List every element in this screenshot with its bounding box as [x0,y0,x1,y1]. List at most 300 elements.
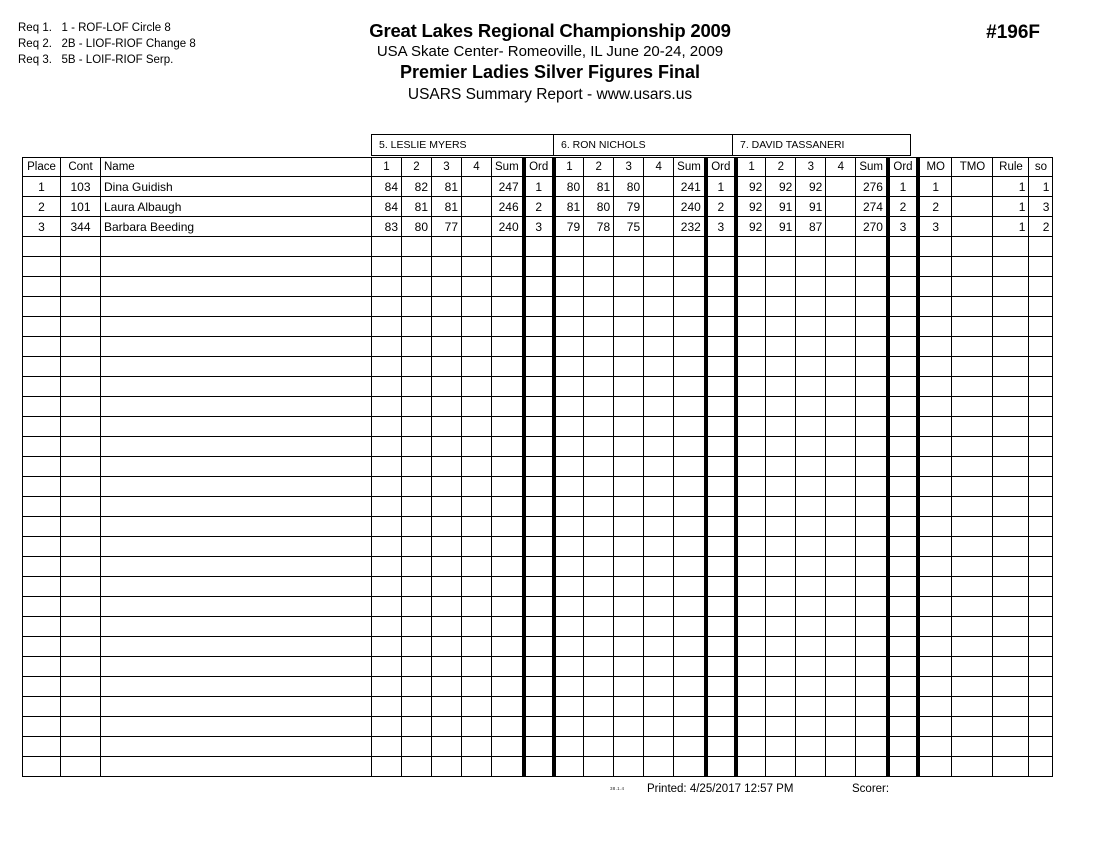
cell-name [101,317,372,337]
cell-name [101,657,372,677]
table-row-empty [23,557,1053,577]
requirement-text: 1 - ROF-LOF Circle 8 [61,22,171,34]
cell-j3-sum [856,617,888,637]
cell-j1-sum [492,237,524,257]
cell-j3-fig3 [796,397,826,417]
cell-j1-sum [492,717,524,737]
cell-j3-sum [856,717,888,737]
cell-j2-fig4 [644,377,674,397]
cell-j1-sum [492,677,524,697]
cell-j3-fig1 [736,397,766,417]
cell-j1-fig1 [372,737,402,757]
cell-j3-fig3 [796,637,826,657]
table-row-empty [23,737,1053,757]
cell-place [23,697,61,717]
cell-j3-fig3: 92 [796,177,826,197]
cell-j3-fig4 [826,637,856,657]
cell-name [101,437,372,457]
cell-place [23,737,61,757]
cell-so [1029,637,1053,657]
cell-j3-sum [856,257,888,277]
cell-j1-fig2 [402,457,432,477]
col-header-name: Name [101,158,372,177]
cell-rule [993,497,1029,517]
cell-place [23,377,61,397]
cell-place [23,577,61,597]
cell-so [1029,677,1053,697]
cell-so [1029,237,1053,257]
cell-j2-sum [674,637,706,657]
cell-j1-fig3 [432,557,462,577]
cell-mo [918,757,952,777]
requirement-label: Req [18,54,40,66]
cell-mo: 3 [918,217,952,237]
cell-j1-ord [524,297,554,317]
cell-j3-ord [888,717,918,737]
cell-j3-fig3 [796,297,826,317]
cell-j2-fig1 [554,717,584,737]
cell-j3-fig2 [766,477,796,497]
cell-j3-fig3 [796,457,826,477]
table-header-row [23,158,1053,177]
cell-mo [918,677,952,697]
cell-j2-fig4 [644,257,674,277]
cell-j3-fig3 [796,577,826,597]
cell-place [23,657,61,677]
cell-j2-fig1 [554,477,584,497]
cell-j1-fig3 [432,377,462,397]
cell-j1-fig4 [462,597,492,617]
table-row-empty [23,257,1053,277]
cell-j2-ord [706,617,736,637]
cell-j2-fig3 [614,757,644,777]
cell-rule: 1 [993,197,1029,217]
cell-j1-fig1 [372,377,402,397]
cell-tmo [952,537,993,557]
cell-j3-ord [888,437,918,457]
cell-j3-sum [856,337,888,357]
cell-j3-ord [888,517,918,537]
cell-j1-ord [524,377,554,397]
cell-j2-sum [674,337,706,357]
cell-rule [993,457,1029,477]
cell-tmo [952,437,993,457]
cell-j2-fig1 [554,497,584,517]
cell-j2-fig4 [644,417,674,437]
cell-so [1029,757,1053,777]
cell-j2-fig1 [554,417,584,437]
cell-j1-ord [524,457,554,477]
cell-j2-ord [706,497,736,517]
cell-mo: 1 [918,177,952,197]
cell-mo [918,337,952,357]
cell-cont [61,277,101,297]
cell-j2-fig2 [584,497,614,517]
cell-j1-ord: 3 [524,217,554,237]
cell-j3-fig4 [826,597,856,617]
cell-so [1029,617,1053,637]
cell-mo [918,297,952,317]
cell-cont [61,397,101,417]
cell-j3-fig3 [796,757,826,777]
cell-rule [993,477,1029,497]
cell-name [101,697,372,717]
cell-j3-fig4 [826,237,856,257]
cell-j3-ord [888,337,918,357]
cell-j2-ord [706,757,736,777]
cell-so [1029,417,1053,437]
cell-name [101,577,372,597]
cell-j1-fig1: 83 [372,217,402,237]
col-header-j1-sum: Sum [492,158,524,177]
cell-j3-ord [888,477,918,497]
cell-tmo [952,577,993,597]
cell-j2-fig4 [644,617,674,637]
cell-j3-ord [888,737,918,757]
cell-j3-fig2 [766,357,796,377]
cell-place: 1 [23,177,61,197]
cell-j3-sum [856,517,888,537]
cell-j2-sum [674,577,706,597]
cell-name [101,677,372,697]
cell-j3-sum [856,737,888,757]
cell-place: 3 [23,217,61,237]
cell-j1-fig3 [432,357,462,377]
cell-j1-ord [524,357,554,377]
cell-j1-fig2 [402,597,432,617]
cell-j2-fig4 [644,717,674,737]
cell-j2-fig1 [554,457,584,477]
cell-j3-fig4 [826,697,856,717]
cell-j3-fig2 [766,237,796,257]
cell-j2-fig2 [584,657,614,677]
cell-j1-fig1 [372,277,402,297]
cell-cont: 103 [61,177,101,197]
col-header-j1-fig3: 3 [432,158,462,177]
col-header-j3-fig4: 4 [826,158,856,177]
cell-j3-ord: 2 [888,197,918,217]
cell-j2-ord [706,337,736,357]
table-row-empty [23,297,1053,317]
cell-place [23,457,61,477]
cell-cont [61,617,101,637]
cell-j2-sum [674,357,706,377]
results-table [22,157,1053,777]
cell-j2-fig2 [584,257,614,277]
cell-j1-ord [524,517,554,537]
cell-tmo [952,217,993,237]
cell-tmo [952,197,993,217]
cell-j3-fig4 [826,197,856,217]
cell-rule [993,717,1029,737]
cell-j2-fig4 [644,397,674,417]
requirement-text: 5B - LOIF-RIOF Serp. [61,54,174,66]
cell-mo [918,577,952,597]
cell-j2-fig2 [584,277,614,297]
cell-place [23,617,61,637]
cell-j3-fig4 [826,537,856,557]
cell-j1-ord [524,337,554,357]
cell-j3-fig1 [736,577,766,597]
cell-j3-ord [888,237,918,257]
cell-j2-fig3 [614,717,644,737]
cell-so [1029,657,1053,677]
cell-j2-fig3 [614,597,644,617]
cell-j1-fig3 [432,417,462,437]
cell-j1-sum [492,557,524,577]
table-row-empty [23,757,1053,777]
cell-j2-fig2 [584,457,614,477]
cell-j2-sum [674,317,706,337]
cell-j3-fig3 [796,237,826,257]
table-row-empty [23,237,1053,257]
cell-j2-fig3 [614,297,644,317]
cell-j2-fig1 [554,377,584,397]
cell-j2-fig3 [614,537,644,557]
cell-name [101,377,372,397]
cell-j1-ord: 2 [524,197,554,217]
cell-cont [61,257,101,277]
cell-name [101,737,372,757]
cell-j2-fig4 [644,177,674,197]
cell-name [101,497,372,517]
cell-j1-sum: 240 [492,217,524,237]
cell-j3-fig3 [796,517,826,537]
cell-j2-fig1 [554,517,584,537]
cell-so [1029,297,1053,317]
cell-j1-ord [524,757,554,777]
cell-j2-fig1 [554,337,584,357]
cell-mo [918,417,952,437]
cell-j1-fig2 [402,557,432,577]
cell-j1-fig4 [462,617,492,637]
cell-j1-fig2: 81 [402,197,432,217]
cell-place [23,757,61,777]
cell-rule [993,757,1029,777]
cell-j3-ord: 3 [888,217,918,237]
cell-cont [61,457,101,477]
col-header-j3-fig1: 1 [736,158,766,177]
cell-j3-ord [888,697,918,717]
cell-j1-fig3 [432,577,462,597]
col-header-j3-sum: Sum [856,158,888,177]
cell-j2-ord: 2 [706,197,736,217]
cell-j1-sum [492,337,524,357]
cell-so [1029,537,1053,557]
cell-j1-fig1 [372,457,402,477]
cell-j2-sum [674,597,706,617]
cell-j1-fig2 [402,517,432,537]
cell-j2-fig4 [644,757,674,777]
cell-j3-ord: 1 [888,177,918,197]
judge-header-1: 5. LESLIE MYERS [371,134,553,156]
cell-j1-fig2 [402,297,432,317]
cell-j3-ord [888,597,918,617]
cell-mo [918,317,952,337]
cell-cont [61,557,101,577]
cell-tmo [952,237,993,257]
cell-j1-fig4 [462,197,492,217]
cell-j1-ord [524,317,554,337]
cell-j3-fig3 [796,677,826,697]
cell-j3-fig2 [766,337,796,357]
cell-tmo [952,617,993,637]
table-row-empty [23,577,1053,597]
cell-j2-fig3 [614,397,644,417]
cell-j1-fig1 [372,697,402,717]
cell-j3-fig4 [826,417,856,437]
cell-j2-ord [706,637,736,657]
cell-cont [61,437,101,457]
cell-j3-fig3 [796,337,826,357]
cell-j1-fig4 [462,357,492,377]
cell-j1-ord [524,417,554,437]
cell-mo [918,477,952,497]
cell-j1-fig4 [462,397,492,417]
cell-j3-fig3 [796,437,826,457]
cell-mo [918,537,952,557]
cell-j1-sum [492,597,524,617]
cell-j3-fig3 [796,697,826,717]
cell-cont [61,297,101,317]
cell-j3-sum [856,537,888,557]
cell-j1-fig1 [372,757,402,777]
judge-header-bar [371,134,911,156]
cell-j3-ord [888,377,918,397]
cell-cont [61,357,101,377]
table-row [23,177,1053,197]
col-header-j2-ord: Ord [706,158,736,177]
cell-j2-fig1 [554,257,584,277]
cell-place [23,537,61,557]
requirement-label: Req [18,38,40,50]
cell-rule [993,637,1029,657]
cell-j2-sum [674,677,706,697]
cell-j3-fig2 [766,457,796,477]
cell-j3-sum [856,237,888,257]
cell-tmo [952,637,993,657]
cell-j2-fig1 [554,537,584,557]
requirement-number: 3. [42,54,52,66]
cell-name [101,477,372,497]
cell-j1-ord [524,617,554,637]
cell-j3-sum [856,477,888,497]
scorer-label: Scorer: [852,783,890,795]
cell-j1-fig4 [462,417,492,437]
cell-j1-fig3 [432,477,462,497]
cell-j3-fig2 [766,537,796,557]
cell-j2-ord [706,557,736,577]
cell-j2-ord [706,237,736,257]
cell-j2-fig2 [584,517,614,537]
cell-j3-fig1 [736,497,766,517]
cell-j3-fig4 [826,257,856,277]
cell-j3-fig1 [736,377,766,397]
col-header-j2-fig2: 2 [584,158,614,177]
cell-tmo [952,317,993,337]
cell-j1-fig3 [432,237,462,257]
cell-j3-fig1 [736,437,766,457]
footer-bar [0,783,1100,805]
cell-cont [61,637,101,657]
col-header-cont: Cont [61,158,101,177]
cell-j1-fig1 [372,257,402,277]
cell-j2-fig3 [614,577,644,597]
cell-rule [993,557,1029,577]
requirement-text: 2B - LIOF-RIOF Change 8 [61,38,196,50]
cell-j2-ord: 1 [706,177,736,197]
version-text: 38.1.4 [610,786,625,791]
cell-tmo [952,357,993,377]
cell-so [1029,357,1053,377]
table-row-empty [23,657,1053,677]
cell-j3-sum [856,437,888,457]
cell-j3-sum [856,297,888,317]
cell-j3-fig2 [766,417,796,437]
cell-rule [993,537,1029,557]
cell-j3-fig4 [826,557,856,577]
cell-j1-fig2 [402,657,432,677]
cell-j1-sum [492,457,524,477]
cell-j3-fig1: 92 [736,217,766,237]
cell-j2-fig3 [614,657,644,677]
cell-j2-fig1 [554,437,584,457]
cell-j3-fig3 [796,317,826,337]
cell-mo [918,357,952,377]
cell-j2-fig3 [614,317,644,337]
cell-j1-fig1 [372,537,402,557]
cell-j1-fig4 [462,317,492,337]
cell-j2-fig4 [644,597,674,617]
cell-j2-sum [674,517,706,537]
cell-cont [61,677,101,697]
cell-j2-fig2 [584,617,614,637]
cell-tmo [952,337,993,357]
cell-j3-fig2 [766,757,796,777]
page-title: Great Lakes Regional Championship 2009 [369,20,731,41]
cell-j2-fig1 [554,697,584,717]
cell-j1-sum [492,737,524,757]
cell-j2-fig3 [614,477,644,497]
report-line: USARS Summary Report - www.usars.us [407,86,693,103]
cell-j1-ord [524,497,554,517]
cell-j3-fig4 [826,217,856,237]
cell-rule [993,737,1029,757]
cell-mo [918,717,952,737]
cell-j2-fig4 [644,477,674,497]
cell-j3-ord [888,557,918,577]
cell-j3-ord [888,257,918,277]
cell-j2-ord [706,657,736,677]
cell-j3-fig3 [796,357,826,377]
cell-place [23,237,61,257]
cell-j1-sum [492,617,524,637]
cell-j1-fig4 [462,377,492,397]
cell-mo [918,617,952,637]
cell-j2-fig2 [584,557,614,577]
cell-j1-ord [524,437,554,457]
cell-j1-fig2 [402,737,432,757]
cell-j1-fig1 [372,297,402,317]
cell-j3-fig2 [766,437,796,457]
cell-j3-sum [856,757,888,777]
cell-j1-sum [492,757,524,777]
cell-j2-sum [674,737,706,757]
cell-so [1029,377,1053,397]
cell-j2-sum [674,237,706,257]
cell-name [101,357,372,377]
cell-mo [918,497,952,517]
